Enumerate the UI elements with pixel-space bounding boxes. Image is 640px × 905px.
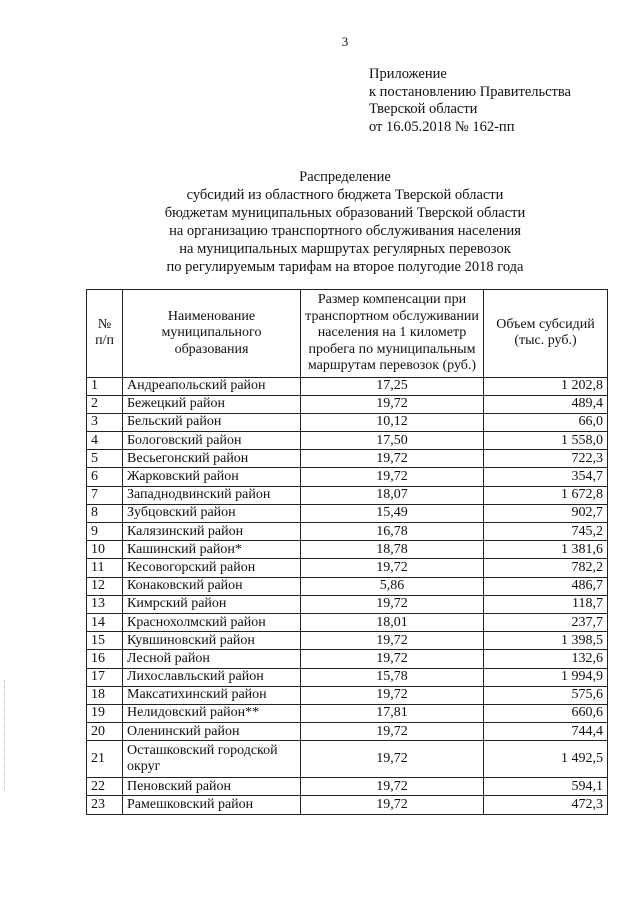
municipality-name: Западнодвинский район [123,486,301,504]
appendix-line: Тверской области [369,101,478,117]
compensation-rate: 18,07 [301,486,484,504]
compensation-rate: 19,72 [301,559,484,577]
subsidy-volume: 354,7 [484,468,608,486]
municipality-name: Весьегонский район [123,450,301,468]
table-row [87,577,608,595]
compensation-rate: 19,72 [301,686,484,704]
compensation-rate: 18,78 [301,541,484,559]
subsidy-volume: 486,7 [484,577,608,595]
subsidy-volume: 1 672,8 [484,486,608,504]
municipality-name: Лихославльский район [123,668,301,686]
compensation-rate: 19,72 [301,650,484,668]
subsidy-volume: 66,0 [484,413,608,431]
table-header-row [87,290,608,378]
subsidy-volume: 132,6 [484,650,608,668]
compensation-rate: 19,72 [301,595,484,613]
table-row [87,741,608,778]
header-rate: Размер компенсации при транспортном обслуживании населения на 1 километр пробега по муниципальным маршрутам перевозок (руб.) [301,290,484,378]
subsidy-volume: 594,1 [484,778,608,796]
subsidy-volume: 660,6 [484,704,608,722]
subsidy-volume: 1 398,5 [484,632,608,650]
compensation-rate: 19,72 [301,395,484,413]
subsidy-volume: 489,4 [484,395,608,413]
subsidy-volume: 745,2 [484,523,608,541]
compensation-rate: 17,81 [301,704,484,722]
row-number: 19 [87,704,123,722]
row-number: 10 [87,541,123,559]
subsidy-table [86,289,608,815]
title-line: на организацию транспортного обслуживания населения [169,223,521,239]
compensation-rate: 19,72 [301,741,484,778]
municipality-name: Рамешковский район [123,796,301,814]
subsidy-volume: 902,7 [484,504,608,522]
row-number: 17 [87,668,123,686]
table-row [87,450,608,468]
margin-marks [4,680,7,790]
header-name: Наименование муниципального образования [123,290,301,378]
table-row [87,650,608,668]
compensation-rate: 19,72 [301,632,484,650]
row-number: 8 [87,504,123,522]
title-line: на муниципальных маршрутах регулярных перевозок [179,241,511,257]
title-line: бюджетам муниципальных образований Тверской области [164,205,526,221]
title-line: по регулируемым тарифам на второе полугодие 2018 года [166,259,524,275]
municipality-name: Нелидовский район** [123,704,301,722]
table-row [87,595,608,613]
table-row [87,559,608,577]
municipality-name: Оленинский район [123,723,301,741]
row-number: 5 [87,450,123,468]
compensation-rate: 15,49 [301,504,484,522]
municipality-name: Максатихинский район [123,686,301,704]
row-number: 6 [87,468,123,486]
row-number: 23 [87,796,123,814]
municipality-name: Осташковский городской округ [123,741,301,778]
table-row [87,723,608,741]
compensation-rate: 16,78 [301,523,484,541]
row-number: 2 [87,395,123,413]
table-row [87,486,608,504]
header-volume: Объем субсидий (тыс. руб.) [484,290,608,378]
municipality-name: Кувшиновский район [123,632,301,650]
title-line: Распределение [299,169,391,185]
subsidy-volume: 1 381,6 [484,541,608,559]
municipality-name: Калязинский район [123,523,301,541]
municipality-name: Андреапольский район [123,377,301,395]
municipality-name: Пеновский район [123,778,301,796]
appendix-block [369,66,571,136]
subsidy-volume: 1 492,5 [484,741,608,778]
compensation-rate: 15,78 [301,668,484,686]
page-number: 3 [341,34,349,49]
subsidy-volume: 472,3 [484,796,608,814]
municipality-name: Зубцовский район [123,504,301,522]
compensation-rate: 19,72 [301,796,484,814]
compensation-rate: 18,01 [301,613,484,631]
municipality-name: Конаковский район [123,577,301,595]
table-row [87,796,608,814]
compensation-rate: 19,72 [301,723,484,741]
title-line: субсидий из областного бюджета Тверской области [186,187,504,203]
row-number: 3 [87,413,123,431]
compensation-rate: 19,72 [301,778,484,796]
table-row [87,541,608,559]
subsidy-volume: 1 202,8 [484,377,608,395]
table-row [87,504,608,522]
table-row [87,632,608,650]
municipality-name: Кесовогорский район [123,559,301,577]
row-number: 13 [87,595,123,613]
row-number: 14 [87,613,123,631]
table-row [87,778,608,796]
table-row [87,432,608,450]
municipality-name: Бологовский район [123,432,301,450]
appendix-line: к постановлению Правительства [369,83,571,100]
row-number: 11 [87,559,123,577]
document-title [0,168,640,276]
municipality-name: Кимрский район [123,595,301,613]
subsidy-volume: 237,7 [484,613,608,631]
table-row [87,377,608,395]
table-row [87,395,608,413]
municipality-name: Лесной район [123,650,301,668]
table-row [87,468,608,486]
row-number: 20 [87,723,123,741]
subsidy-volume: 782,2 [484,559,608,577]
table-body [87,377,608,814]
row-number: 7 [87,486,123,504]
table-row [87,668,608,686]
compensation-rate: 10,12 [301,413,484,431]
municipality-name: Бельский район [123,413,301,431]
subsidy-volume: 1 558,0 [484,432,608,450]
municipality-name: Кашинский район* [123,541,301,559]
row-number: 15 [87,632,123,650]
table-row [87,613,608,631]
row-number: 12 [87,577,123,595]
compensation-rate: 5,86 [301,577,484,595]
table-row [87,686,608,704]
compensation-rate: 17,25 [301,377,484,395]
municipality-name: Бежецкий район [123,395,301,413]
municipality-name: Краснохолмский район [123,613,301,631]
subsidy-volume: 575,6 [484,686,608,704]
subsidy-volume: 744,4 [484,723,608,741]
row-number: 1 [87,377,123,395]
subsidy-volume: 722,3 [484,450,608,468]
row-number: 21 [87,741,123,778]
table-row [87,704,608,722]
appendix-line: от 16.05.2018 № 162-пп [369,118,515,135]
row-number: 16 [87,650,123,668]
row-number: 22 [87,778,123,796]
municipality-name: Жарковский район [123,468,301,486]
row-number: 18 [87,686,123,704]
compensation-rate: 19,72 [301,450,484,468]
table-row [87,413,608,431]
row-number: 9 [87,523,123,541]
compensation-rate: 17,50 [301,432,484,450]
table-row [87,523,608,541]
header-num: № п/п [87,290,123,378]
row-number: 4 [87,432,123,450]
appendix-line: Приложение [369,66,447,82]
subsidy-volume: 1 994,9 [484,668,608,686]
subsidy-volume: 118,7 [484,595,608,613]
compensation-rate: 19,72 [301,468,484,486]
